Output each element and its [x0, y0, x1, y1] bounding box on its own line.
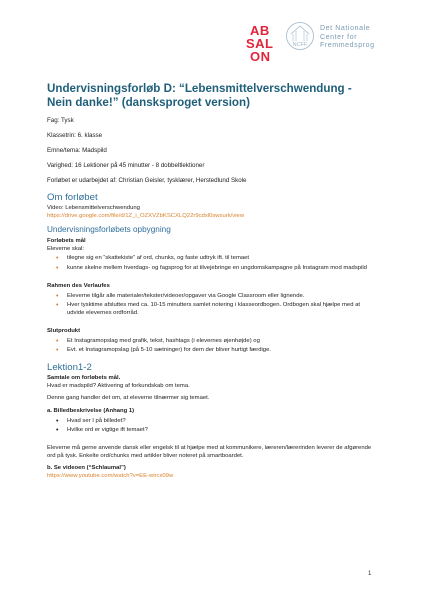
ncff-logo-line: Det Nationale: [320, 25, 371, 32]
list-item: • Eleverne tilgår alle materialer/tekster/videoer/opgaver via Google Classroom eller lignende.: [65, 293, 377, 301]
frame-title: Rahmen des Verlaufes: [47, 282, 110, 289]
ncff-badge-text: NCFF: [292, 42, 308, 48]
product-title: Slutprodukt: [47, 327, 81, 334]
page-number: 1: [368, 571, 372, 577]
list-item: • Evt. et Instagramopslag (på 5-10 sætninger) for dem der bliver hurtigt færdige.: [65, 347, 377, 355]
video-link[interactable]: https://drive.google.com/file/d/1Z_i_OZXVZbKSCXLQ22r9cdxl0swsurk/view: [47, 212, 245, 219]
absalon-logo-line: AB: [250, 23, 270, 38]
task-a-title: a. Billedbeskrivelse (Anhang 1): [47, 407, 135, 414]
list-item: • Hvilke ord er vigtige ift temaet?: [65, 427, 377, 435]
product-list: [47, 338, 377, 356]
lesson-paragraph: Eleverne må gerne anvende dansk eller engelsk til at hjælpe med at kommunikere, læreren/lærerinden leverer de afgørende ord på tysk. Enkelte ord/chunks med artikler bliver noteret på smartboardet.: [47, 445, 372, 459]
video-label: Video: Lebensmittelverschwendung: [47, 205, 140, 211]
section-heading-structure: Undervisningsforløbets opbygning: [47, 225, 171, 235]
list-item: • Hver tysktime afsluttes med ca. 10-15 minutters samlet notering i klasseordbogen. Ordbogen skal hjælpe med at udvide elevernes ordforråd.: [65, 302, 377, 318]
frame-list: [47, 293, 377, 318]
ncff-logo: [285, 21, 405, 59]
meta-author: Forløbet er udarbejdet af: Christian Geisler, tysklærer, Herstedlund Skole: [47, 177, 247, 184]
list-item: • Et Instagramopslag med grafik, tekst, hashtags (i elevernes øjenhøjde) og: [65, 338, 377, 346]
section-heading-lesson: Lektion1-2: [47, 362, 92, 374]
goals-intro: Eleverne skal:: [47, 245, 84, 252]
talk-title: Samtale om forløbets mål.: [47, 375, 121, 382]
ncff-badge-icon: [285, 21, 315, 53]
document-content: [47, 82, 377, 480]
list-item: • Hvad ser I på billedet?: [65, 418, 377, 426]
task-b-title: b. Se videoen (“Schlaumal”): [47, 465, 126, 472]
talk-text: Hvad er madspild? Aktivering af forkundskab om tema.: [47, 382, 190, 389]
list-item: • tilegne sig en “skattekiste” af ord, chunks, og faste udtryk ift. til temaet: [65, 255, 377, 263]
ncff-logo-line: Fremmedsprog: [320, 42, 375, 49]
ncff-logo-text: [320, 25, 375, 51]
ncff-logo-line: Center for: [320, 33, 358, 41]
absalon-logo-line: ON: [250, 49, 271, 64]
section-heading-about: Om forløbet: [47, 192, 98, 203]
talk-text-2: Denne gang handler det om, at eleverne tilnærmer sig temaet.: [47, 395, 210, 402]
meta-grade: Klassetrin: 6. klasse: [47, 132, 103, 139]
task-a-list: [47, 418, 377, 436]
meta-duration: Varighed: 16 Lektioner på 45 minutter - 8 dobbeltlektioner: [47, 162, 205, 169]
goals-list: [47, 255, 377, 273]
list-item: • kunne skelne mellem hverdags- og fagsprog for at tilvejebringe en ungdomskampagne på Instagram mod madspild: [65, 265, 377, 273]
absalon-logo-line: SAL: [246, 36, 274, 51]
document-title: Undervisningsforløb D: “Lebensmittelverschwendung - Nein danke!” (dansksproget version): [47, 82, 352, 109]
meta-topic: Emne/tema: Madspild: [47, 147, 107, 154]
absalon-logo: [246, 23, 286, 64]
meta-subject: Fag: Tysk: [47, 117, 74, 124]
youtube-link[interactable]: https://www.youtube.com/watch?v=EE-wircx09w: [47, 472, 174, 479]
goals-title: Forløbets mål: [47, 238, 86, 245]
